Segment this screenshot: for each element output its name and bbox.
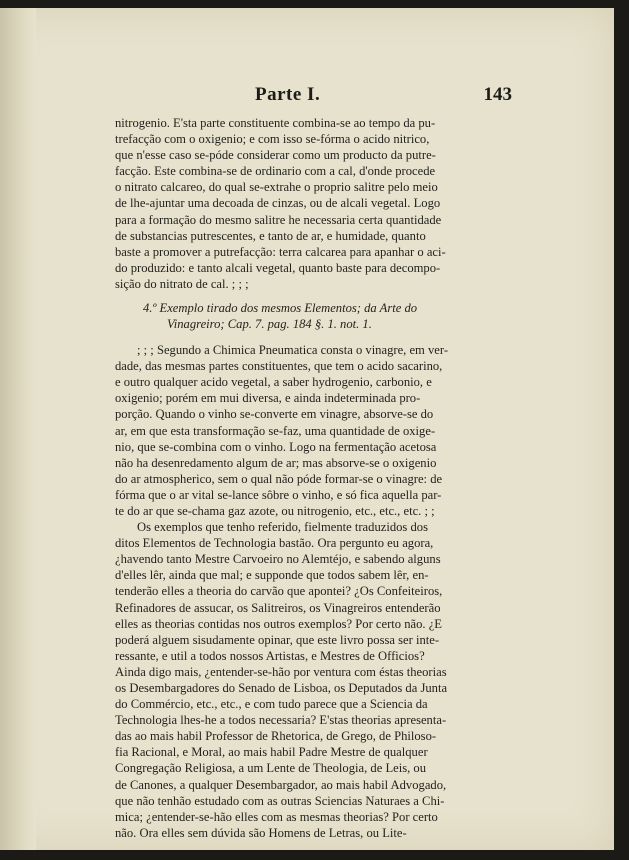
text-line: elles as theorias contidas nos outros exemplos? Por certo não. ¿E [115, 616, 443, 631]
text-line: facção. Este combina-se de ordinario com a cal, d'onde procede [115, 164, 436, 179]
text-line: ressante, e util a todos nossos Artistas, e Mestres de Officios? [115, 648, 425, 663]
page-header [115, 80, 512, 110]
text-line: Os exemplos que tenho referido, fielmente traduzidos dos [137, 520, 428, 535]
text-line: sição do nitrato de cal. ; ; ; [115, 276, 249, 291]
text-line: nitrogenio. E'sta parte constituente combina-se ao tempo da pu- [115, 116, 436, 130]
text-line: do ar atmospherico, sem o qual não póde formar-se o vinagre: de [115, 471, 443, 486]
text-line: dade, das mesmas partes constituentes, que tem o acido sacarino, [115, 359, 443, 374]
text-line: trefacção com o oxigenio; e com isso se-fórma o acido nitrico, [115, 132, 430, 147]
paragraph-vinagre [115, 342, 497, 519]
text-line: o nitrato calcareo, do qual se-extrahe o proprio salitre pelo meio [115, 180, 438, 195]
text-line: te do ar que se-chama gaz azote, ou nitrogenio, etc., etc., etc. ; ; [115, 503, 435, 518]
text-line: nio, que se-combina com o vinho. Logo na fermentação acetosa [115, 439, 437, 454]
paragraph-nitrogenio [115, 115, 497, 292]
text-line: de lhe-ajuntar uma decoada de cinzas, ou de alcali vegetal. Logo [115, 196, 441, 211]
text-line: ¿havendo tanto Mestre Carvoeiro no Alemtéjo, e sabendo alguns [115, 552, 441, 567]
text-line: ; ; ; Segundo a Chimica Pneumatica consta o vinagre, em ver- [137, 343, 449, 358]
text-line: poderá alguem sisudamente opinar, que este livro possa ser inte- [115, 632, 440, 647]
text-line: do produzido: e tanto alcali vegetal, quanto baste para decompo- [115, 260, 441, 275]
text-line: ar, em que esta transformação se-faz, uma quantidade de oxige- [115, 423, 436, 438]
text-line: que n'esse caso se-póde considerar como um producto da putre- [115, 148, 436, 163]
heading-line: 4.º Exemplo tirado dos mesmos Elementos; da Arte do [143, 301, 418, 316]
paragraph-exemplos [115, 519, 497, 841]
text-line: que não tenhão estudado com as outras Sciencias Naturaes a Chi- [115, 793, 445, 808]
text-line: Refinadores de assucar, os Salitreiros, os Vinagreiros entenderão [115, 600, 441, 615]
text-line: ditos Elementos de Technologia bastão. Ora pergunto eu agora, [115, 536, 434, 551]
example-heading [115, 300, 497, 332]
page-gutter-shadow [0, 8, 36, 850]
text-line: para a formação do mesmo salitre he necessaria certa quantidade [115, 212, 442, 227]
text-line: fórma que o ar vital se-lance sôbre o vinho, e só fica aquella par- [115, 487, 442, 502]
book-page [0, 8, 614, 850]
text-line: oxigenio; porém em mui diversa, e ainda indeterminada pro- [115, 391, 421, 406]
text-line: mica; ¿entender-se-hão elles com as mesmas theorias? Por certo [115, 809, 438, 824]
text-line: das ao mais habil Professor de Rhetorica, de Grego, de Philoso- [115, 729, 437, 744]
text-line: Ainda digo mais, ¿entender-se-hão por ventura com éstas theorias [115, 664, 447, 679]
text-line: tenderão elles a theoria do carvão que apontei? ¿Os Confeiteiros, [115, 584, 443, 599]
text-line: fia Racional, e Moral, ao mais habil Padre Mestre de qualquer [115, 745, 428, 760]
text-line: não. Ora elles sem dúvida são Homens de Letras, ou Lite- [115, 825, 407, 840]
text-line: Congregação Religiosa, a um Lente de Theologia, de Leis, ou [115, 761, 427, 776]
text-line: Technologia lhes-he a todos necessaria? E'stas theorias apresenta- [115, 713, 447, 728]
text-line: do Commércio, etc., etc., e com tudo parece que a Sciencia da [115, 697, 428, 712]
body-text [115, 115, 497, 841]
text-line: não ha desenredamento algum de ar; mas absorve-se o oxigenio [115, 455, 437, 470]
page-number: 143 [483, 84, 512, 105]
text-line: de substancias putrescentes, e tanto de ar, e humidade, quanto [115, 228, 426, 243]
text-line: baste a promover a putrefacção: terra calcarea para apanhar o aci- [115, 244, 446, 259]
running-title: Parte I. [255, 84, 321, 105]
text-line: e outro qualquer acido vegetal, a saber hydrogenio, carbonio, e [115, 375, 432, 390]
heading-line: Vinagreiro; Cap. 7. pag. 184 §. 1. not. 1. [167, 317, 372, 332]
text-line: porção. Quando o vinho se-converte em vinagre, absorve-se do [115, 407, 434, 422]
text-line: os Desembargadores do Senado de Lisboa, os Deputados da Junta [115, 681, 448, 695]
text-line: de Canones, a qualquer Desembargador, ao mais habil Advogado, [115, 777, 447, 792]
text-line: d'elles lêr, ainda que mal; e supponde que todos sabem lêr, en- [115, 568, 429, 583]
